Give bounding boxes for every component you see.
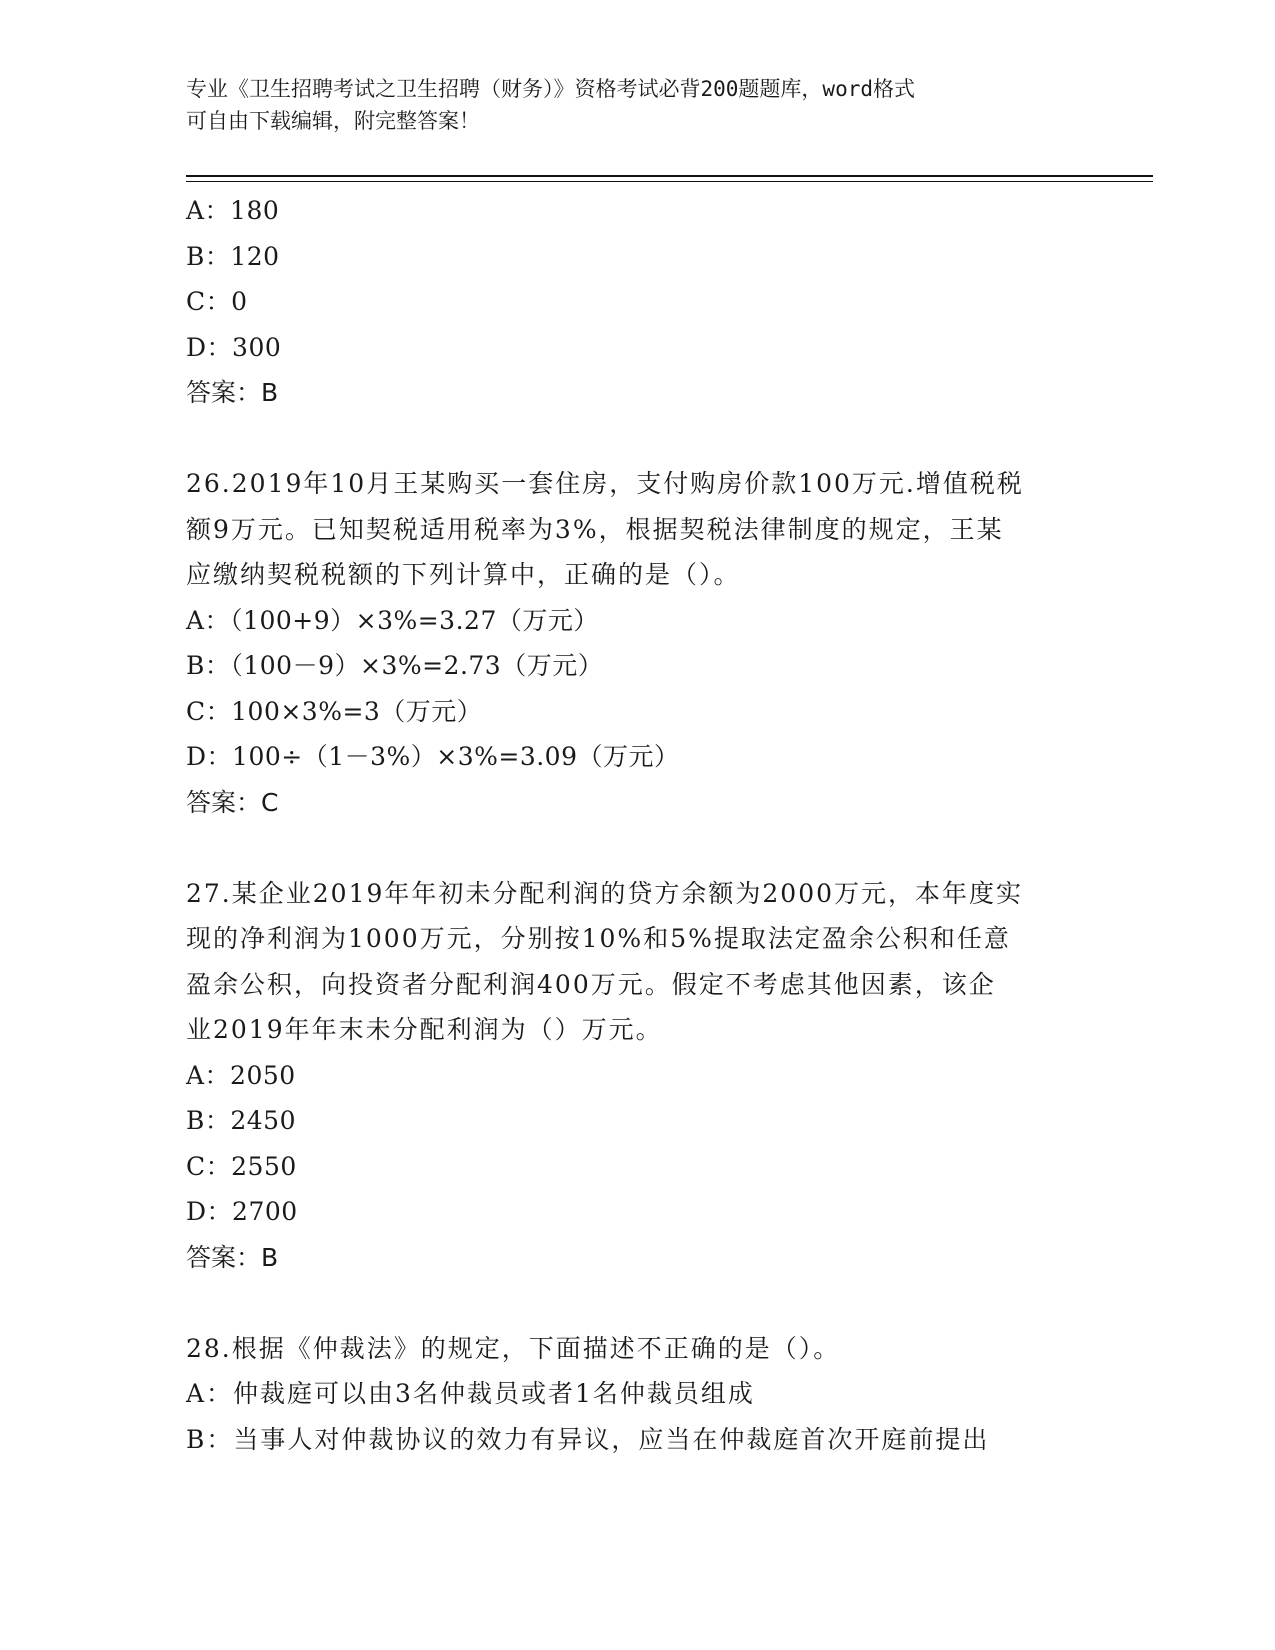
option-b: B：当事人对仲裁协议的效力有异议，应当在仲裁庭首次开庭前提出	[186, 1424, 990, 1454]
option-a: A：仲裁庭可以由3名仲裁员或者1名仲裁员组成	[186, 1379, 755, 1408]
option-c: C：100×3%=3（万元）	[186, 696, 483, 726]
header-rule-thin	[186, 181, 1153, 182]
question-text-line: 应缴纳契税税额的下列计算中，正确的是（）。	[186, 560, 741, 589]
page-header	[186, 73, 1086, 137]
question-28	[186, 1326, 1096, 1463]
answer-line: 答案：B	[186, 378, 279, 407]
question-text-line: 盈余公积，向投资者分配利润400万元。假定不考虑其他因素，该企	[186, 969, 996, 999]
header-line-1: 专业《卫生招聘考试之卫生招聘（财务）》资格考试必背200题题库，word格式	[186, 77, 915, 101]
header-rule-thick	[186, 175, 1153, 177]
question-text-line: 现的净利润为1000万元，分别按10%和5%提取法定盈余公积和任意	[186, 924, 1011, 953]
spacer	[186, 416, 1096, 462]
option-c: C：0	[186, 287, 248, 316]
option-a: A：180	[186, 196, 280, 225]
option-c: C：2550	[186, 1151, 297, 1181]
question-text-line: 业2019年年末未分配利润为（）万元。	[186, 1015, 663, 1044]
spacer	[186, 825, 1096, 871]
question-text-line: 额9万元。已知契税适用税率为3%，根据契税法律制度的规定，王某	[186, 514, 1004, 544]
option-a: A：2050	[186, 1060, 296, 1090]
question-text-line: 26.2019年10月王某购买一套住房，支付购房价款100万元.增值税税	[186, 469, 1024, 498]
spacer	[186, 1280, 1096, 1326]
question-27	[186, 871, 1096, 1281]
option-a: A：（100+9）×3%=3.27（万元）	[186, 605, 599, 635]
option-b: B：120	[186, 241, 280, 271]
question-text-line: 27.某企业2019年年初未分配利润的贷方余额为2000万元，本年度实	[186, 878, 1024, 908]
answer-line: 答案：C	[186, 787, 279, 817]
option-b: B：（100－9）×3%=2.73（万元）	[186, 651, 604, 680]
answer-line: 答案：B	[186, 1242, 279, 1272]
option-d: D：2700	[186, 1197, 298, 1226]
option-d: D：300	[186, 332, 282, 362]
question-25	[186, 188, 1096, 416]
option-d: D：100÷（1－3%）×3%=3.09（万元）	[186, 742, 680, 771]
question-text-line: 28.根据《仲裁法》的规定，下面描述不正确的是（）。	[186, 1333, 841, 1363]
question-26	[186, 461, 1096, 825]
question-content	[186, 188, 1096, 1462]
option-b: B：2450	[186, 1106, 296, 1135]
header-line-2: 可自由下载编辑，附完整答案！	[186, 109, 480, 133]
